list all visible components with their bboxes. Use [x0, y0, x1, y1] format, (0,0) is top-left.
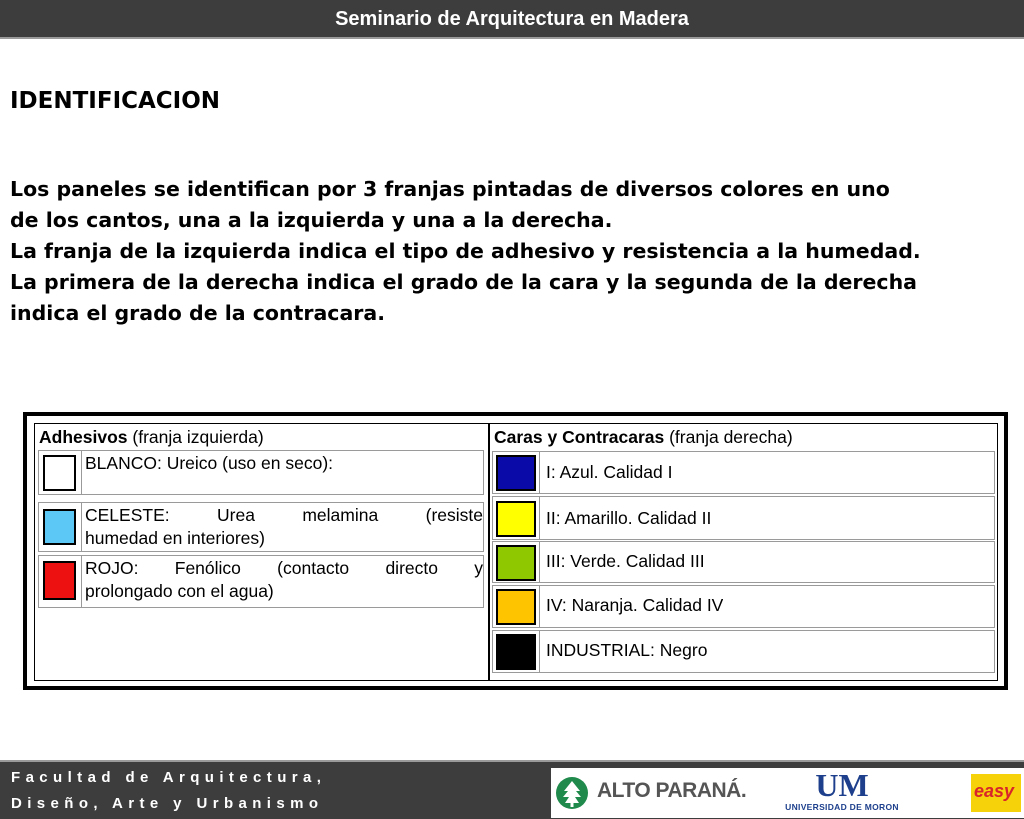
- grade-row: [492, 541, 995, 583]
- adhesive-label-line: CELESTE: Urea melamina (resiste: [85, 505, 483, 525]
- section-heading: IDENTIFICACION: [10, 88, 221, 114]
- adhesive-label: [85, 452, 483, 475]
- color-swatch-red: [43, 561, 76, 600]
- grade-label: II: Amarillo. Calidad II: [546, 508, 712, 528]
- color-swatch-blue: [496, 455, 536, 491]
- header-title: Seminario de Arquitectura en Madera: [335, 8, 689, 30]
- paragraph-line: La franja de la izquierda indica el tipo de adhesivo y resistencia a la humedad.: [10, 239, 921, 263]
- color-swatch-black: [496, 634, 536, 670]
- faces-title: [494, 427, 793, 448]
- alto-parana-text: ALTO PARANÁ.: [597, 779, 747, 802]
- adhesive-label-line: prolongado con el agua): [85, 581, 274, 601]
- grade-label: IV: Naranja. Calidad IV: [546, 595, 724, 615]
- um-logo-name: UNIVERSIDAD DE MORON: [785, 802, 899, 812]
- easy-logo: [971, 774, 1021, 812]
- grade-label: III: Verde. Calidad III: [546, 551, 705, 571]
- adhesives-title-bold: Adhesivos: [39, 427, 128, 447]
- paragraph-line: de los cantos, una a la izquierda y una a la derecha.: [10, 208, 613, 232]
- swatch-cell: [39, 503, 82, 551]
- faculty-line-1: Facultad de Arquitectura,: [11, 769, 327, 786]
- paragraph-line: indica el grado de la contracara.: [10, 301, 386, 325]
- faces-title-note: (franja derecha): [669, 427, 793, 447]
- grade-row: [492, 496, 995, 540]
- easy-logo-text: easy: [974, 781, 1015, 801]
- swatch-cell: [493, 586, 540, 627]
- color-swatch-yellow: [496, 501, 536, 537]
- sponsor-logos: [551, 768, 1024, 818]
- grade-row: [492, 630, 995, 673]
- footer-bar: [0, 760, 1024, 819]
- color-swatch-light-blue: [43, 509, 76, 545]
- swatch-cell: [493, 542, 540, 582]
- grade-label: I: Azul. Calidad I: [546, 462, 673, 482]
- swatch-cell: [493, 497, 540, 539]
- color-code-figure: [23, 412, 1008, 690]
- color-swatch-white: [43, 455, 76, 491]
- adhesive-label-line: ROJO: Fenólico (contacto directo y: [85, 558, 483, 578]
- adhesive-label-line: humedad en interiores): [85, 528, 265, 548]
- grade-label: INDUSTRIAL: Negro: [546, 640, 708, 660]
- tree-icon: [555, 776, 589, 810]
- um-logo-mark: UM: [815, 767, 869, 803]
- um-logo: [783, 768, 901, 818]
- swatch-cell: [39, 451, 82, 494]
- adhesive-row: [38, 555, 484, 608]
- swatch-cell: [39, 556, 82, 607]
- color-swatch-green: [496, 545, 536, 581]
- adhesive-label-line: BLANCO: Ureico (uso en seco):: [85, 453, 334, 473]
- faces-panel: [489, 423, 998, 681]
- grade-row: [492, 451, 995, 494]
- adhesives-title: [39, 427, 264, 448]
- header-bar: [0, 0, 1024, 39]
- grade-row: [492, 585, 995, 628]
- swatch-cell: [493, 452, 540, 493]
- adhesive-row: [38, 450, 484, 495]
- adhesives-panel: [34, 423, 489, 681]
- alto-parana-logo: [555, 774, 765, 812]
- swatch-cell: [493, 631, 540, 672]
- adhesive-label: [85, 504, 483, 550]
- paragraph-line: Los paneles se identifican por 3 franjas pintadas de diversos colores en uno: [10, 177, 890, 201]
- body-paragraph: [10, 174, 1024, 329]
- color-swatch-orange: [496, 589, 536, 625]
- paragraph-line: La primera de la derecha indica el grado de la cara y la segunda de la derecha: [10, 270, 918, 294]
- adhesive-row: [38, 502, 484, 552]
- adhesives-title-note: (franja izquierda): [132, 427, 264, 447]
- adhesive-label: [85, 557, 483, 603]
- faculty-line-2: Diseño, Arte y Urbanismo: [11, 795, 324, 812]
- faces-title-bold: Caras y Contracaras: [494, 427, 665, 447]
